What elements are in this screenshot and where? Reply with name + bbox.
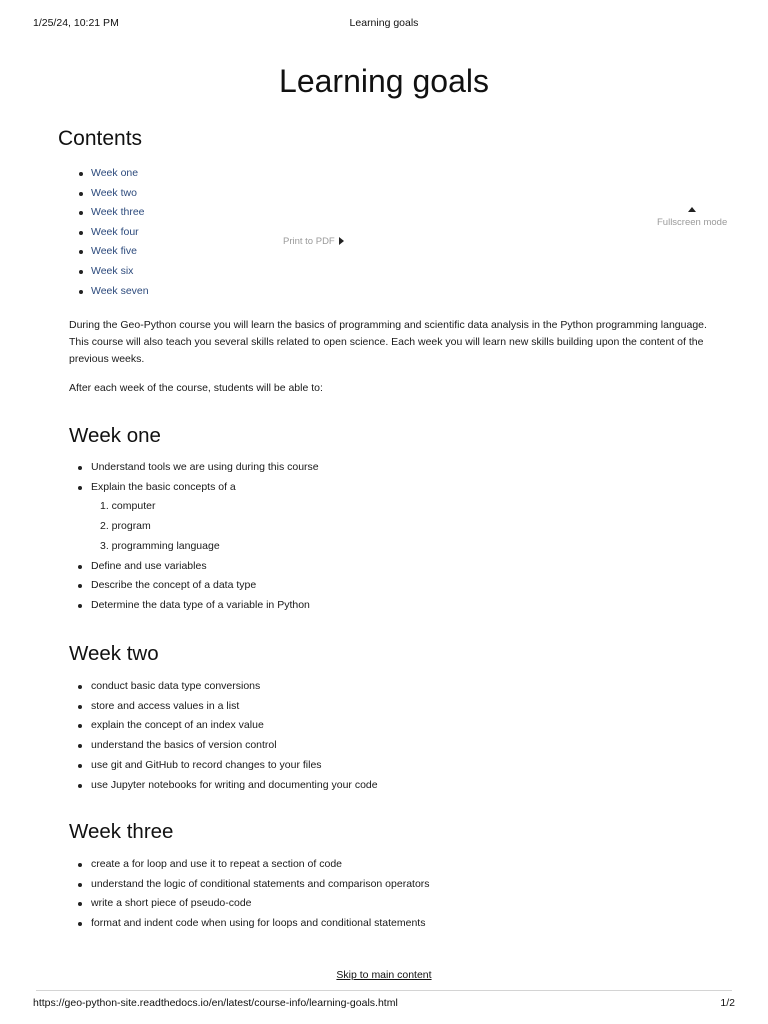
contents-item — [58, 164, 149, 184]
fullscreen-label: Fullscreen mode — [657, 217, 728, 228]
list-item-text: Explain the basic concepts of a — [91, 480, 236, 493]
sublist-item: 2. program — [100, 520, 151, 533]
sublist-item: 1. computer — [100, 500, 156, 513]
footer-divider — [36, 990, 732, 991]
week-three-heading: Week three — [69, 820, 174, 843]
contents-item — [58, 184, 149, 204]
contents-link-week-six[interactable]: Week six — [91, 264, 134, 277]
fullscreen-button[interactable] — [657, 207, 731, 228]
print-to-pdf-label: Print to PDF — [283, 236, 335, 247]
contents-item — [58, 282, 149, 302]
contents-list — [58, 164, 149, 301]
list-item: explain the concept of an index value — [69, 716, 378, 736]
intro-lead-in: After each week of the course, students will be able to: — [69, 382, 323, 394]
list-item: use git and GitHub to record changes to your files — [69, 756, 378, 776]
week-one-heading: Week one — [69, 424, 161, 447]
list-item: format and indent code when using for loops and conditional statements — [69, 914, 430, 934]
list-item: Understand tools we are using during this course — [69, 458, 319, 478]
page-number: 1/2 — [720, 997, 735, 1009]
contents-heading: Contents — [58, 127, 143, 150]
contents-link-week-one[interactable]: Week one — [91, 167, 139, 179]
contents-item — [58, 203, 149, 223]
list-item: write a short piece of pseudo-code — [69, 894, 430, 914]
print-to-pdf-button[interactable] — [283, 236, 344, 247]
caret-right-icon — [339, 237, 344, 245]
list-item: use Jupyter notebooks for writing and documenting your code — [69, 776, 378, 796]
contents-link-week-five[interactable]: Week five — [91, 245, 137, 258]
contents-item — [58, 262, 149, 282]
contents-link-week-two[interactable]: Week two — [91, 186, 137, 199]
caret-up-icon — [688, 207, 696, 212]
contents-link-week-seven[interactable]: Week seven — [91, 284, 149, 297]
list-item — [69, 478, 319, 557]
week-two-list — [69, 677, 378, 795]
list-item: understand the logic of conditional statements and comparison operators — [69, 875, 430, 895]
sublist-item: 3. programming language — [100, 539, 220, 552]
contents-link-week-four[interactable]: Week four — [91, 225, 139, 238]
print-header-title: Learning goals — [349, 17, 419, 29]
contents-item — [58, 242, 149, 262]
week-one-list — [69, 458, 319, 616]
list-item: Define and use variables — [69, 557, 319, 577]
print-datetime: 1/25/24, 10:21 PM — [33, 17, 119, 29]
intro-paragraph: During the Geo-Python course you will learn the basics of programming and scientific data analysis in the Python programming language. This course will also teach you several skills related to open science. Each week you will learn new skills building upon the content of the previous weeks. — [69, 319, 707, 365]
skip-to-main-content-link[interactable]: Skip to main content — [336, 969, 432, 981]
concepts-sublist — [91, 497, 319, 556]
list-item: Describe the concept of a data type — [69, 576, 319, 596]
page-title: Learning goals — [279, 63, 489, 99]
contents-link-week-three[interactable]: Week three — [91, 206, 145, 219]
week-two-heading: Week two — [69, 642, 159, 665]
print-header — [33, 17, 735, 31]
print-footer — [33, 997, 735, 1011]
list-item: create a for loop and use it to repeat a section of code — [69, 855, 430, 875]
contents-item — [58, 223, 149, 243]
list-item: Determine the data type of a variable in Python — [69, 596, 319, 616]
list-item: understand the basics of version control — [69, 736, 378, 756]
list-item: store and access values in a list — [69, 697, 378, 717]
week-three-list — [69, 855, 430, 934]
list-item: conduct basic data type conversions — [69, 677, 378, 697]
skip-to-main-content — [0, 969, 768, 981]
page-url: https://geo-python-site.readthedocs.io/en/latest/course-info/learning-goals.html — [33, 997, 398, 1009]
